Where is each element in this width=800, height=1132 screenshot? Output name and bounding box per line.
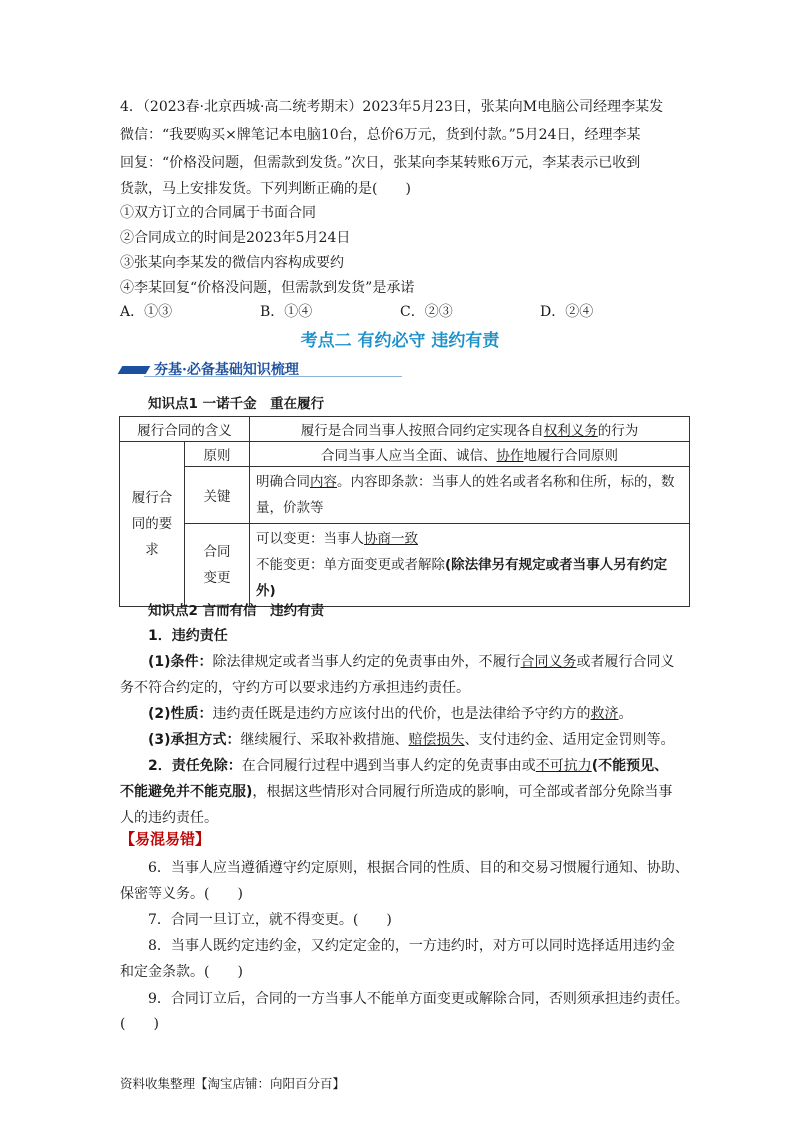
q4-option-a: A．①③ <box>120 304 173 320</box>
section-banner <box>120 360 402 380</box>
section-title: 考点二 有约必守 违约有责 <box>300 331 500 351</box>
principle-label: 原则 <box>185 442 250 467</box>
principle-content: 合同当事人应当全面、诚信、协作地履行合同原则 <box>250 442 690 467</box>
kp2-exemption-line3: 人的违约责任。 <box>120 810 218 826</box>
requirements-table <box>119 416 690 607</box>
confusion-heading: 【易混易错】 <box>120 830 211 848</box>
q4-line-2: 微信：“我要购买×牌笔记本电脑10台，总价6万元，货到付款。”5月24日，经理李某 <box>120 127 641 143</box>
q7: 7．合同一旦订立，就不得变更。( ) <box>148 912 392 928</box>
key-label: 关键 <box>185 467 250 524</box>
q4-line-1: 4．（2023春·北京西城·高二统考期末）2023年5月23日，张某向M电脑公司经理李某发 <box>120 99 664 115</box>
kp2-heading: 知识点2 言而有信 违约有责 <box>148 603 325 619</box>
q9-line-2: ( ) <box>120 1016 159 1032</box>
q4-item-2: ②合同成立的时间是2023年5月24日 <box>120 230 351 246</box>
kp2-condition: (1)条件：除法律规定或者当事人约定的免责事由外，不履行合同义务或者履行合同义 <box>148 654 675 670</box>
q4-option-c: C．②③ <box>400 304 453 320</box>
kp2-exemption: 2．责任免除：在合同履行过程中遇到当事人约定的免责事由或不可抗力(不能预见、 <box>148 758 669 774</box>
requirements-label: 履行合同的要求 <box>120 442 185 607</box>
q4-line-3: 回复：“价格没问题，但需款到发货。”次日，张某向李某转账6万元，李某表示已收到 <box>120 155 641 171</box>
q4-option-d: D．②④ <box>540 304 594 320</box>
q4-option-b: B．①④ <box>260 304 313 320</box>
kp2-condition-line2: 务不符合约定的，守约方可以要求违约方承担违约责任。 <box>120 680 470 696</box>
kp2-nature: (2)性质：违约责任既是违约方应该付出的代价，也是法律给予守约方的救济。 <box>148 706 633 722</box>
kp2-sub1: 1．违约责任 <box>148 628 228 644</box>
q4-item-4: ④李某回复“价格没问题，但需款到发货”是承诺 <box>120 280 415 296</box>
q8-line-1: 8．当事人既约定违约金，又约定定金的，一方违约时，对方可以同时选择适用违约金 <box>148 938 675 954</box>
kp2-methods: (3)承担方式：继续履行、采取补救措施、赔偿损失、支付违约金、适用定金罚则等。 <box>148 732 675 748</box>
q4-item-3: ③张某向李某发的微信内容构成要约 <box>120 255 344 271</box>
change-content: 可以变更：当事人协商一致 不能变更：单方面变更或者解除(除法律另有规定或者当事人另有约定外) <box>250 524 690 607</box>
q9-line-1: 9．合同订立后，合同的一方当事人不能单方面变更或解除合同，否则须承担违约责任。 <box>148 991 689 1007</box>
q6-line-1: 6．当事人应当遵循遵守约定原则，根据合同的性质、目的和交易习惯履行通知、协助、 <box>148 860 689 876</box>
change-label: 合同变更 <box>185 524 250 607</box>
banner-text: 夯基·必备基础知识梳理 <box>154 362 299 378</box>
meaning-label: 履行合同的含义 <box>120 417 250 442</box>
banner-bar-icon <box>118 366 151 374</box>
kp1-heading: 知识点1 一诺千金 重在履行 <box>148 396 325 412</box>
meaning-content: 履行是合同当事人按照合同约定实现各自权利义务的行为 <box>250 417 690 442</box>
q8-line-2: 和定金条款。( ) <box>120 964 243 980</box>
q4-item-1: ①双方订立的合同属于书面合同 <box>120 205 316 221</box>
key-content: 明确合同内容。内容即条款：当事人的姓名或者名称和住所，标的，数量，价款等 <box>250 467 690 524</box>
q4-line-4: 货款，马上安排发货。下列判断正确的是( ) <box>120 181 411 197</box>
kp2-exemption-line2: 不能避免并不能克服)，根据这些情形对合同履行所造成的影响，可全部或者部分免除当事 <box>120 784 673 800</box>
footer-text: 资料收集整理【淘宝店铺：向阳百分百】 <box>120 1076 346 1091</box>
q6-line-2: 保密等义务。( ) <box>120 886 243 902</box>
